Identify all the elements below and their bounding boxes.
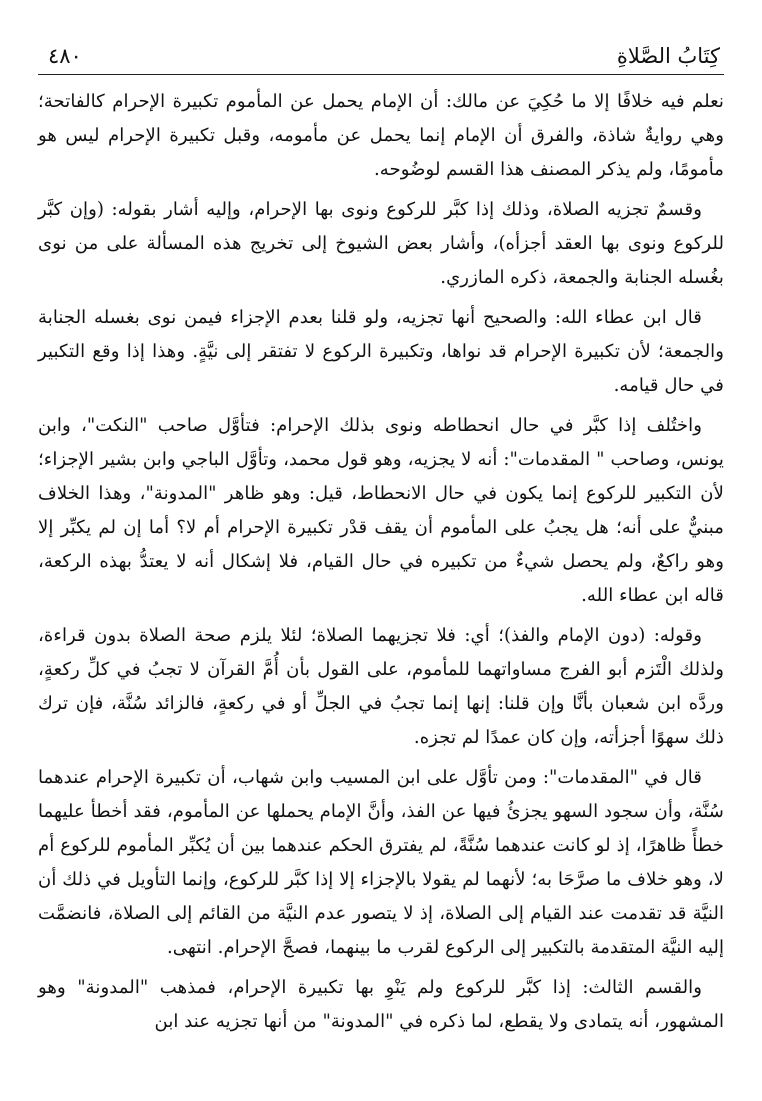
page-body [38,85,724,1039]
paragraph: واختُلف إذا كبَّر في حال انحطاطه ونوى بذلك الإحرام: فتأوَّل صاحب "النكت"، وابن يونس، وصاحب " المقدمات": أنه لا يجزيه، وهو قول محمد، وتأوَّل الباجي وابن بشير الإجزاء؛ لأن التكبير للركوع إنما يكون في حال الانحطاط، قيل: وهو ظاهر "المدونة"، وهذا الخلاف مبنيٌّ على أنه؛ هل يجبُ على المأموم أن يقف قدْر تكبيرة الإحرام أم لا؟ أما إن لم يكبِّر إلا وهو راكعٌ، ولم يحصل شيءٌ من تكبيره في حال القيام، فلا إشكال أنه لا يعتدُّ بهذه الركعة، قاله ابن عطاء الله. [38,415,724,606]
paragraph: قال ابن عطاء الله: والصحيح أنها تجزيه، ولو قلنا بعدم الإجزاء فيمن نوى بغسله الجنابة والجمعة؛ لأن تكبيرة الإحرام قد نواها، وتكبيرة الركوع لا تفتقر إلى نيَّةٍ. وهذا إذا وقع التكبير في حال قيامه. [38,307,724,396]
paragraph: وقوله: (دون الإمام والفذ)؛ أي: فلا تجزيهما الصلاة؛ لئلا يلزم صحة الصلاة بدون قراءة، ولذلك الْتَزم أبو الفرج مساواتهما للمأموم، على القول بأن أُمَّ القرآن لا تجبُ في كلِّ ركعةٍ، وردَّه ابن شعبان بأنَّا وإن قلنا: إنها إنما تجبُ في الجلِّ أو في ركعةٍ، فالزائد سُنَّة، فإن ترك ذلك سهوًا أجزأته، وإن كان عمدًا لم تجزه. [38,625,724,748]
chapter-title: كِتَابُ الصَّلاةِ [616,44,720,68]
paragraph: والقسم الثالث: إذا كبَّر للركوع ولم يَنْوِ بها تكبيرة الإحرام، فمذهب "المدونة" وهو المشهور، أنه يتمادى ولا يقطع، لما ذكره في "المدونة" من أنها تجزيه عند ابن [38,977,724,1032]
page-number: ٤٨٠ [48,44,82,68]
paragraph: نعلم فيه خلافًا إلا ما حُكِيَ عن مالك: أن الإمام يحمل عن المأموم تكبيرة الإحرام كالفاتحة؛ وهي روايةٌ شاذة، والفرق أن الإمام إنما يحمل عن مأمومه، وقبل تكبيرة الإحرام ليس هو مأمومًا، ولم يذكر المصنف هذا القسم لوضُوحه. [38,91,724,180]
book-page [38,40,724,1080]
page-header [38,40,724,75]
paragraph: قال في "المقدمات": ومن تأوَّل على ابن المسيب وابن شهاب، أن تكبيرة الإحرام عندهما سُنَّة، وأن سجود السهو يجزئُ فيها عن الفذ، وأنَّ الإمام يحملها عن المأموم، فقد أخطأ عليهما خطأً ظاهرًا، إذ لو كانت عندهما سُنَّةً، لم يفترق الحكم عندهما بين أن يُكبِّر المأموم للركوع أم لا، وهو خلاف ما صرَّحَا به؛ لأنهما لم يقولا بالإجزاء إلا إذا كبَّر للركوع، وإنما التأويل في ذلك أن النيَّة قد تقدمت عند القيام إلى الصلاة، إذ لا يتصور عدم النيَّة من القائم إلى الصلاة، فانضمَّت إليه النيَّة المتقدمة بالتكبير إلى الركوع لقرب ما بينهما، فصحَّ الإحرام. انتهى. [38,767,724,958]
paragraph: وقسمٌ تجزيه الصلاة، وذلك إذا كبَّر للركوع ونوى بها الإحرام، وإليه أشار بقوله: (وإن كبَّر للركوع ونوى بها العقد أجزأه)، وأشار بعض الشيوخ إلى تخريج هذه المسألة على من نوى بغُسله الجنابة والجمعة، ذكره المازري. [38,199,724,288]
